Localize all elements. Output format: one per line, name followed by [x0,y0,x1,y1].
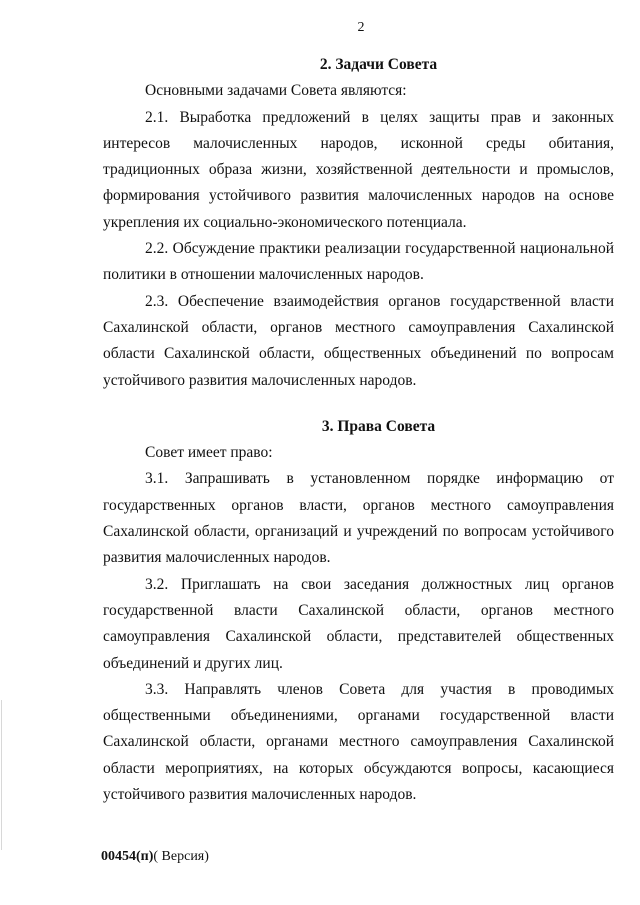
section-2-title: 2. Задачи Совета [319,56,438,73]
page-number: 2 [357,20,365,35]
document-version: ( Версия) [153,849,209,864]
section-2-item-3: 2.3. Обеспечение взаимодействия органов государственной власти Сахалинской области, органов местного самоуправления Сахалинской области Сахалинской области, общественных объединений по вопросам устойчивого развития малочисленных народов. [103,292,614,389]
section-2-intro: Основными задачами Совета являются: [145,82,407,100]
section-3-title: 3. Права Совета [321,417,436,435]
section-3-item-3: 3.3. Направлять членов Совета для участия в проводимых общественными объединениями, органами государственной власти Сахалинской области, органами местного самоуправления Сахалинской области мероприятиях, на которых обсуждаются вопросы, касающиеся устойчивого развития малочисленных народов. [103,680,614,804]
document-code: 00454(п) [101,849,154,864]
section-3-item-2: 3.2. Приглашать на свои заседания должностных лиц органов государственной власти Сахалинской области, органов местного самоуправления Сахалинской области, представителей общественных объединений и других лиц. [103,575,614,672]
section-2-item-2: 2.2. Обсуждение практики реализации государственной национальной политики в отношении малочисленных народов. [103,240,614,284]
section-3-intro: Совет имеет право: [145,444,273,462]
document-footer [101,849,209,865]
section-2-item-1: 2.1. Выработка предложений в целях защиты прав и законных интересов малочисленных народов, исконной среды обитания, традиционных образа жизни, хозяйственной деятельности и промыслов, формирования устойчивого развития малочисленных народов на основе укрепления их социально-экономического потенциала. [103,108,614,231]
document-body [103,52,614,808]
section-3-item-1: 3.1. Запрашивать в установленном порядке информацию от государственных органов власти, органов местного самоуправления Сахалинской области, организаций и учреждений по вопросам устойчивого развития малочисленных народов. [103,470,614,567]
scan-margin-line [1,700,2,850]
